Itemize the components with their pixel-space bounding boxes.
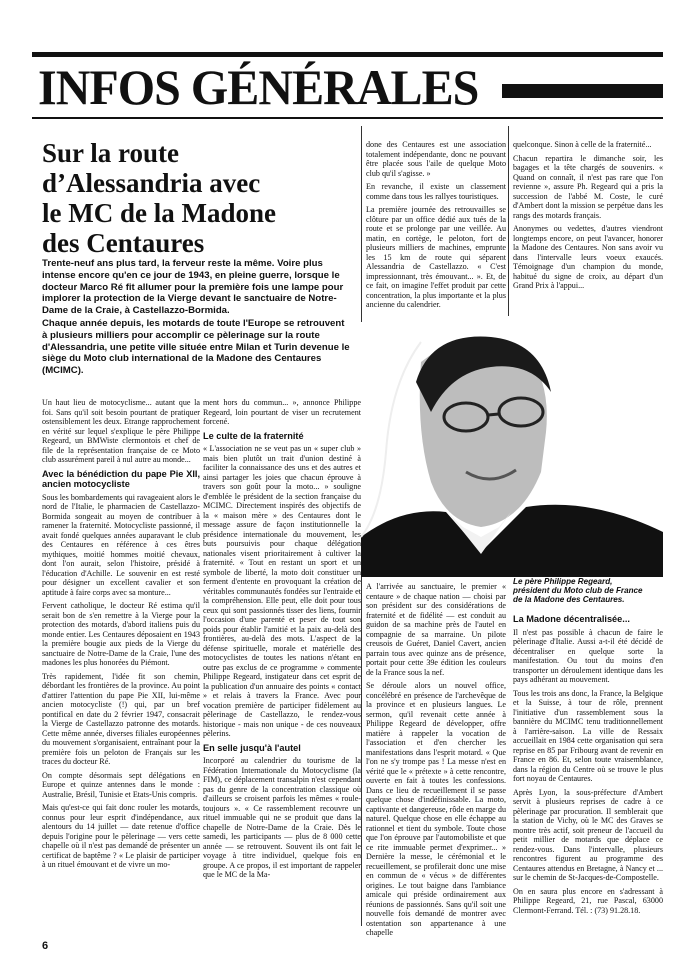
caption-line: président du Moto club de France bbox=[513, 586, 643, 596]
paragraph: On compte désormais sept délégations en Europe et quinze antennes dans le monde : Australie, Brésil, Tunisie et Etats-Unis compris. bbox=[42, 770, 200, 799]
banner-rule bbox=[32, 117, 663, 119]
paragraph: « L'association ne se veut pas un « super club » mais bien plutôt un trait d'union destiné à faciliter la connaissance des uns et des autres et ainsi partager les joies que chacun éprouve à travers son goût pour la moto... » souligne d'emblée le président de la section française du MCIMC. Directement inspirés des objectifs de la « maison mère » des Centaures dont le message assure de façon institutionnelle la présidence internationale du mouvement, les buts poursuivis pour chaque délégation nationales visent prioritairement à cultiver la fraternité. « Tout en restant un sport et un symbole de liberté, la moto doit constituer un ferment d'entente en provoquant la création de véritables communautés fondées sur l'entraide et la compréhension. Elle peut, elle doit pour tous ceux qui sont passionnés tisser des liens, fournir l'occasion d'une parenté et peser de tout son poids pour établir l'amitié et la paix au-delà des frontières, au-delà des mots. L'aspect de la défense spirituelle, morale et matérielle des motocyclistes de toutes les nations n'étant en outre pas exclus de ce programme » commente Philippe Regeard, instigateur dans cet esprit de la publication d'un annuaire des points « contact » et relais à travers la France. Avec pour vocation première de participer fidèlement au pèlerinage de Castellazzo, le rendez-vous historique - mais non unique - de ces nouveaux pèlerins. bbox=[203, 444, 361, 738]
paragraph: Incorporé au calendrier du tourisme de la Fédération Internationale du Motocyclisme (la FIM), ce déplacement transalpin n'est cependant pas du genre de la concentration classique où d'ailleurs se croisent parfois les mêmes « roule-toujours ». « Ce rassemblement recouvre un rituel immuable qui ne se produit que dans la chapelle de Notre-Dame de la Craie. Dès le samedi, les participants — plus de 8 000 cette année — se retrouvent. Souvent ils ont fait le voyage à titre individuel, quelque fois en groupe. A ce propos, il est important de rappeler que le MC de la Ma- bbox=[203, 756, 361, 879]
section-title: INFOS GÉNÉRALES bbox=[38, 59, 479, 115]
text-column-3-top bbox=[366, 140, 506, 308]
banner-bar bbox=[502, 84, 663, 98]
paragraph: La première journée des retrouvailles se clôture par un office dédié aux tués de la route et se prolonge par une veillée. Au matin, en cortège, le peloton, fort de plusieurs milliers de machines, emprunte les 15 km de route qui séparent Alessandria de Castellazzo. « C'est impressionnant, très émouvant... ». Et, de ce fait, on imagine l'effet produit par cette concentration, la plus importante et la plus ancienne du calendrier. bbox=[366, 205, 506, 309]
text-column-3-bottom bbox=[366, 582, 506, 937]
priest-portrait-illustration bbox=[361, 322, 663, 577]
paragraph: Chacun repartira le dimanche soir, les bagages et la tête chargés de souvenirs. « Quand on connaît, il n'est pas rare que l'on revienne », assure Ph. Regeard qui a pris la succession de l'abbé M. Coste, le curé d'Ambert dont la mission se perpétue dans les rangs des motards français. bbox=[513, 153, 663, 220]
column-divider bbox=[508, 126, 509, 316]
paragraph: En revanche, il existe un classement comme dans tous les rallyes touristiques. bbox=[366, 182, 506, 201]
text-column-4-top bbox=[513, 140, 663, 308]
headline-line: Sur la route bbox=[42, 138, 180, 168]
paragraph: quelconque. Sinon à celle de la fraternité... bbox=[513, 140, 652, 149]
lede-paragraph: Trente-neuf ans plus tard, la ferveur reste la même. Voire plus intense encore qu'en ce jour de 1943, en pleine guerre, lorsque le docteur Marco Ré fit allumer pour la première fois une lampe pour implorer la protection de la Vierge devant le sanctuaire de Notre-Dame de la Craie, à Castellazzo-Bormida. bbox=[42, 258, 344, 317]
paragraph: done des Centaures est une association totalement indépendante, donc ne pouvant être placée sous l'aile de quelque Moto club qu'il s'agisse. » bbox=[366, 140, 506, 178]
subheading: En selle jusqu'à l'autel bbox=[203, 742, 301, 753]
article-headline bbox=[42, 138, 342, 258]
headline-line: d’Alessandria avec bbox=[42, 168, 261, 198]
article-lede bbox=[42, 258, 352, 378]
caption-line: de la Madone des Centaures. bbox=[513, 595, 625, 605]
top-rule bbox=[32, 52, 663, 57]
photo-caption bbox=[513, 577, 663, 605]
paragraph: Il n'est pas possible à chacun de faire le pèlerinage d'Italie. Aussi a-t-il été décidé de décentraliser en quelque sorte la manifestation. Ou tout du moins d'en transporter un déroulement identique dans les pays adhérant au mouvement. bbox=[513, 627, 663, 684]
text-column-1 bbox=[42, 398, 200, 928]
paragraph: Fervent catholique, le docteur Ré estima qu'il serait bon de s'en remettre à la Vierge pour la protection des motards, d'abord italiens puis du monde entier. Les Centaures déposaient en 1943 la première bougie aux pieds de la Vierge du sanctuaire de Notre-Dame de la Craie, l'une des madones les plus honorées du Piémont. bbox=[42, 601, 200, 667]
section-banner bbox=[32, 58, 663, 116]
lede-paragraph: Chaque année depuis, les motards de toute l'Europe se retrouvent à plusieurs milliers pour accomplir ce pèlerinage sur la route d'Alessandria, une petite ville située entre Milan et Turin devenue le siège du Moto club international de la Madone des Centaures (MCIMC). bbox=[42, 317, 350, 377]
paragraph: Un haut lieu de motocyclisme... autant que la foi. Sans qu'il soit besoin pourtant de pratiquer ostensiblement les deux. Etrange rapprochement en vérité sur lequel s'explique le père Philippe Regeard, un BMWiste clermontois et chef de file de la représentation française de ce Moto club assurément pareil à nul autre au monde... bbox=[42, 398, 200, 464]
subheading: La Madone décentralisée... bbox=[513, 614, 630, 624]
text-column-2 bbox=[203, 398, 361, 928]
paragraph: Sous les bombardements qui ravageaient alors le nord de l'Italie, le pharmacien de Castellazzo-Bormida songeait au moyen de contribuer à ramener la fraternité. Motocycliste passionné, il avait fondé quelques années auparavant le club des Centaures en référence à ces êtres mythiques, moitié hommes moitié chevaux, dont l'on aurait, selon l'histoire, présidé à l'éducation d'Achille. Le souvenir en est resté pour désigner un excellent cavalier et son aptitude à faire corps avec sa monture... bbox=[42, 492, 200, 597]
paragraph: Se déroule alors un nouvel office, concélébré en présence de l'archevêque de la province et en plusieurs langues. Le sermon, qu'il revenait cette année à Philippe Regeard de développer, offre matière à rappeler la vocation de l'association et d'en chercher les manifestations dans l'esprit motard. « Que l'on ne s'y trompe pas ! La messe n'est en vérité que le « prétexte » à cette rencontre, ouverte en fait à toutes les confessions. Dans ce lieu de recueillement il se passe quelque chose d'indéfinissable. La moto, captivante et dangereuse, rôde en marge du naturel. Quelque chose en elle échappe au rationnel et tient du symbole. Toute chose que l'on éprouve par l'automobiliste et que ce rite immuable permet d'exprimer... » Dernière la messe, le cérémonial et le recueillement, se profilerait donc une mise en commun de « vécus » de différentes origines. Le tout baigne dans l'ambiance amicale qui préside ordinairement aux réunions de passionnés. Sans qu'il soit une nouvelle fois demandé de montrer avec ostentation son appartenance à une chapelle bbox=[366, 681, 506, 937]
headline-line: des Centaures bbox=[42, 228, 205, 258]
paragraph: Très rapidement, l'idée fit son chemin, débordant les frontières de la province. Au point d'attirer l'attention du pape Pie XII, lui-même ancien motocycliste (!) qui, par un bref pontifical en date du 2 février 1947, consacrait la Vierge de Castellazzo patronne des motards. Cette même année, diverses filiales européennes du mouvement s'organisaient, entraînant pour la première fois un peloton de Français sur les traces du docteur Ré. bbox=[42, 671, 200, 766]
subheading: Le culte de la fraternité bbox=[203, 430, 304, 441]
paragraph: On en saura plus encore en s'adressant à Philippe Regeard, 21, rue Pascal, 63000 Clermont-Ferrand. Tél. : (73) 91.28.18. bbox=[513, 886, 663, 915]
paragraph: ment hors du commun... », annonce Philippe Regeard, loin pourtant de viser un recrutement forcené. bbox=[203, 398, 361, 426]
page-number: 6 bbox=[42, 940, 49, 952]
text-column-4-bottom bbox=[513, 610, 663, 928]
paragraph: Après Lyon, la sous-préfecture d'Ambert servit à plusieurs reprises de cadre à ce pèlerinage par procuration. Il semblerait que la station de Vichy, où le MC des Graves se montre très actif, soit preneur de l'accueil du petit millier de motards que déplace ce rendez-vous. Dans l'intervalle, plusieurs rencontres figurent au programme des Centaures attendus en Bretagne, à Nancy et ... sur le chemin de St-Jacques-de-Compostelle. bbox=[513, 787, 663, 882]
paragraph: A l'arrivée au sanctuaire, le premier « centaure » de chaque nation — choisi par son président sur des considérations de fraternité et de fidélité — est conduit au guidon de sa machine près de l'autel en compagnie de sa marraine. Un pilote creusois de Guéret, Daniel Cavert, ancien parrain tous avec quinze ans de présence, portait pour cette 39e édition les couleurs de la France sous la nef. bbox=[366, 582, 506, 677]
subheading: Avec la bénédiction du pape Pie XII, ancien motocycliste bbox=[42, 468, 200, 489]
paragraph: Tous les trois ans donc, la France, la Belgique et la Suisse, à tour de rôle, prennent l'initiative d'un rassemblement sous la bannière du MCIMC tenu traditionnellement à l'arrière-saison. La ville de Ressaix accueillait en 1984 cette organisation qui sera reprise en 85 par Fribourg avant de revenir en France en 86. Et, selon toute vraisemblance, dans la région du Centre où se trouve le plus fort noyau de Centaures. bbox=[513, 688, 663, 783]
caption-line: Le père Philippe Regeard, bbox=[513, 577, 613, 586]
paragraph: Anonymes ou vedettes, d'autres viendront longtemps encore, on peut l'avancer, honorer la Madone des Centaures. Non sans avoir vu dans l'intervalle leurs voeux exaucés. Témoignage d'un champion du monde, habitué du signe de croix, au départ d'un Grand Prix à l'appui... bbox=[513, 224, 663, 290]
headline-line: le MC de la Madone bbox=[42, 198, 276, 228]
portrait-photo bbox=[361, 322, 663, 577]
paragraph: Mais qu'est-ce qui fait donc rouler les motards, connus pour leur esprit d'indépendance, aux alentours du 14 juillet — date retenue d'office depuis l'origine pour le pèlerinage — vers cette chapelle où il n'est pas demandé de présenter un certificat de baptême ? « Le plaisir de participer à un rituel émouvant et de vivre un mo- bbox=[42, 803, 200, 869]
